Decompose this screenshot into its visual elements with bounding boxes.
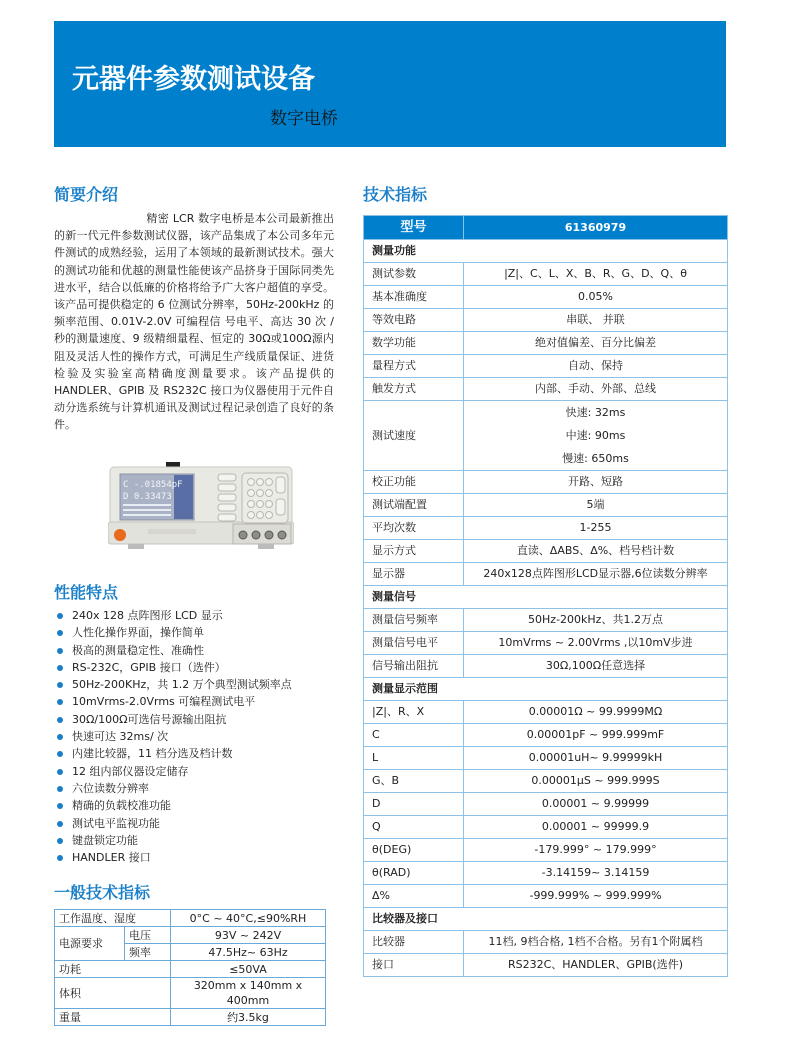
spec-key: C	[364, 724, 464, 747]
spec-value: -999.999% ~ 999.999%	[464, 885, 728, 908]
list-item: 12 组内部仪器设定储存	[54, 763, 334, 780]
spec-value: 0.00001uH~ 9.99999kH	[464, 747, 728, 770]
list-item: 极高的测量稳定性、准确性	[54, 642, 334, 659]
spec-key: 测试参数	[364, 263, 464, 286]
table-row: 重量 约3.5kg	[55, 1009, 326, 1026]
spec-key: 比较器	[364, 931, 464, 954]
spec-value: 0.00001μS ~ 999.999S	[464, 770, 728, 793]
table-row	[364, 355, 728, 378]
bullet-icon	[57, 838, 63, 844]
table-row	[364, 885, 728, 908]
table-row: 频率 47.5Hz~ 63Hz	[55, 944, 326, 961]
spec-key: 测量信号频率	[364, 609, 464, 632]
table-row	[364, 332, 728, 355]
spec-value: 5端	[464, 494, 728, 517]
spec-value: 11档, 9档合格, 1档不合格。另有1个附属档	[464, 931, 728, 954]
speed-fast: 快速: 32ms	[565, 406, 626, 419]
spec-value: 0.00001pF ~ 999.999mF	[464, 724, 728, 747]
spec-value: 240x128点阵图形LCD显示器,6位读数分辨率	[464, 563, 728, 586]
table-row	[364, 954, 728, 977]
list-item: 内建比较器，11 档分选及档计数	[54, 745, 334, 762]
intro-paragraph	[54, 210, 334, 434]
bullet-icon	[57, 613, 63, 619]
group-row: 测量功能	[364, 240, 728, 263]
spec-key: |Z|、R、X	[364, 701, 464, 724]
spec-key: 显示器	[364, 563, 464, 586]
spec-value: RS232C、HANDLER、GPIB(选件)	[464, 954, 728, 977]
spec-value: 1-255	[464, 517, 728, 540]
table-row	[364, 816, 728, 839]
table-row	[364, 378, 728, 401]
bullet-icon	[57, 769, 63, 775]
bullet-icon	[57, 665, 63, 671]
spec-value: -3.14159~ 3.14159	[464, 862, 728, 885]
list-item: 50Hz-200KHz，共 1.2 万个典型测试频率点	[54, 676, 334, 693]
signal-rows	[364, 609, 728, 678]
spec-key: 平均次数	[364, 517, 464, 540]
spec-value: 直读、ΔABS、Δ%、档号档计数	[464, 540, 728, 563]
spec-key: Q	[364, 816, 464, 839]
spec-value: 内部、手动、外部、总线	[464, 378, 728, 401]
bullet-icon	[57, 751, 63, 757]
spec-key: 基本准确度	[364, 286, 464, 309]
table-row	[364, 839, 728, 862]
table-row	[364, 655, 728, 678]
intro-heading: 简要介绍	[54, 185, 119, 204]
list-item: HANDLER 接口	[54, 849, 334, 866]
table-row	[364, 609, 728, 632]
list-item: 30Ω/100Ω可选信号源输出阻抗	[54, 711, 334, 728]
spec-key: 测量信号电平	[364, 632, 464, 655]
function-rows-2	[364, 471, 728, 586]
spec-key: 测试端配置	[364, 494, 464, 517]
table-row	[364, 494, 728, 517]
spec-key: Δ%	[364, 885, 464, 908]
list-item: 快速可达 32ms/ 次	[54, 728, 334, 745]
page-subtitle: 数字电桥	[270, 109, 338, 129]
spec-value: 50Hz-200kHz、共1.2万点	[464, 609, 728, 632]
spec-heading: 技术指标	[363, 185, 428, 204]
intro-text: 精密 LCR 数字电桥是本公司最新推出的新一代元件参数测试仪器，该产品集成了本公司多年元件测试的成熟经验，运用了本领域的最新测试技术。强大的测试功能和优越的测量性能使该产品挤身于国际同类先进水平，结合以低廉的价格将给予广大客户超值的享受。该产品可提供稳定的 6 位测试分辨率，50Hz-200kHz 的频率范围、0.01V-2.0V 可编程信 号电平、高达 30 次 / 秒的测量速度、9 级精细量程、恒定的 30Ω或100Ω源内阻及灵活人性的操作方式，可满足生产线质量保证、进货检验及实验室高精确度测量要求。该产品提供的 HANDLER、GPIB 及 RS232C 接口为仪器使用于元件自动分选系统与计算机通讯及测试过程记录创造了良好的条件。	[54, 212, 334, 432]
product-image	[108, 462, 294, 550]
bullet-icon	[57, 699, 63, 705]
speed-slow: 慢速: 650ms	[562, 452, 629, 465]
spec-table	[363, 215, 728, 977]
spec-value: 串联、 并联	[464, 309, 728, 332]
table-row	[364, 563, 728, 586]
table-row	[364, 724, 728, 747]
speed-medium: 中速: 90ms	[565, 429, 626, 442]
table-row	[364, 793, 728, 816]
model-value: 61360979	[464, 216, 728, 240]
spec-value: 自动、保持	[464, 355, 728, 378]
table-row	[364, 540, 728, 563]
function-rows	[364, 263, 728, 401]
table-row	[364, 770, 728, 793]
spec-value: 10mVrms ~ 2.00Vrms ,以10mV步进	[464, 632, 728, 655]
table-row: 测试速度 快速: 32ms 中速: 90ms 慢速: 650ms	[364, 401, 728, 471]
spec-value: 0.00001 ~ 9.99999	[464, 793, 728, 816]
table-row	[364, 701, 728, 724]
group-row: 测量显示范围	[364, 678, 728, 701]
group-row: 测量信号	[364, 586, 728, 609]
bullet-icon	[57, 682, 63, 688]
features-list	[54, 607, 334, 866]
spec-key: G、B	[364, 770, 464, 793]
bullet-icon	[57, 648, 63, 654]
list-item: 240x 128 点阵图形 LCD 显示	[54, 607, 334, 624]
list-item: 10mVrms-2.0Vrms 可编程测试电平	[54, 693, 334, 710]
list-item: 六位读数分辨率	[54, 780, 334, 797]
table-row: 电源要求 电压 93V ~ 242V	[55, 927, 326, 944]
spec-key: θ(DEG)	[364, 839, 464, 862]
spec-key: L	[364, 747, 464, 770]
spec-value: 开路、短路	[464, 471, 728, 494]
device-screen-line1: C -.01854pF	[123, 480, 183, 490]
device-screen-line2: D 0.33473	[123, 492, 172, 502]
bullet-icon	[57, 821, 63, 827]
table-row	[364, 309, 728, 332]
table-row	[364, 862, 728, 885]
bullet-icon	[57, 786, 63, 792]
list-item: 精确的负载校准功能	[54, 797, 334, 814]
spec-value: |Z|、C、L、X、B、R、G、D、Q、θ	[464, 263, 728, 286]
table-row	[364, 263, 728, 286]
table-row	[364, 286, 728, 309]
spec-value: 0.05%	[464, 286, 728, 309]
model-label: 型号	[364, 216, 464, 240]
group-row: 比较器及接口	[364, 908, 728, 931]
table-row: 体积 320mm x 140mm x 400mm	[55, 978, 326, 1009]
table-header-row	[364, 216, 728, 240]
list-item: 键盘锁定功能	[54, 832, 334, 849]
bullet-icon	[57, 734, 63, 740]
table-row	[364, 517, 728, 540]
spec-value: -179.999° ~ 179.999°	[464, 839, 728, 862]
bullet-icon	[57, 630, 63, 636]
spec-value: 0.00001 ~ 99999.9	[464, 816, 728, 839]
bullet-icon	[57, 717, 63, 723]
lcr-meter-illustration	[108, 462, 294, 550]
table-row: 工作温度、湿度 0°C ~ 40°C,≤90%RH	[55, 910, 326, 927]
spec-key: θ(RAD)	[364, 862, 464, 885]
features-heading: 性能特点	[54, 583, 119, 602]
header-banner	[54, 21, 726, 147]
range-rows	[364, 701, 728, 908]
spec-value: 30Ω,100Ω任意选择	[464, 655, 728, 678]
spec-key: D	[364, 793, 464, 816]
table-row: 功耗 ≤50VA	[55, 961, 326, 978]
general-heading: 一般技术指标	[54, 883, 151, 902]
spec-key: 量程方式	[364, 355, 464, 378]
list-item: 人性化操作界面，操作简单	[54, 624, 334, 641]
spec-value: 绝对值偏差、百分比偏差	[464, 332, 728, 355]
spec-key: 数学功能	[364, 332, 464, 355]
spec-key: 接口	[364, 954, 464, 977]
page-title: 元器件参数测试设备	[72, 64, 315, 95]
spec-key: 校正功能	[364, 471, 464, 494]
table-row	[364, 747, 728, 770]
list-item: RS-232C，GPIB 接口（选件）	[54, 659, 334, 676]
spec-key: 触发方式	[364, 378, 464, 401]
table-row	[364, 931, 728, 954]
spec-key: 等效电路	[364, 309, 464, 332]
table-row	[364, 471, 728, 494]
spec-key: 信号输出阻抗	[364, 655, 464, 678]
bullet-icon	[57, 855, 63, 861]
table-row	[364, 632, 728, 655]
spec-value: 0.00001Ω ~ 99.9999MΩ	[464, 701, 728, 724]
spec-key: 显示方式	[364, 540, 464, 563]
list-item: 测试电平监视功能	[54, 815, 334, 832]
comparator-rows	[364, 931, 728, 977]
general-spec-table	[54, 909, 326, 1026]
bullet-icon	[57, 803, 63, 809]
